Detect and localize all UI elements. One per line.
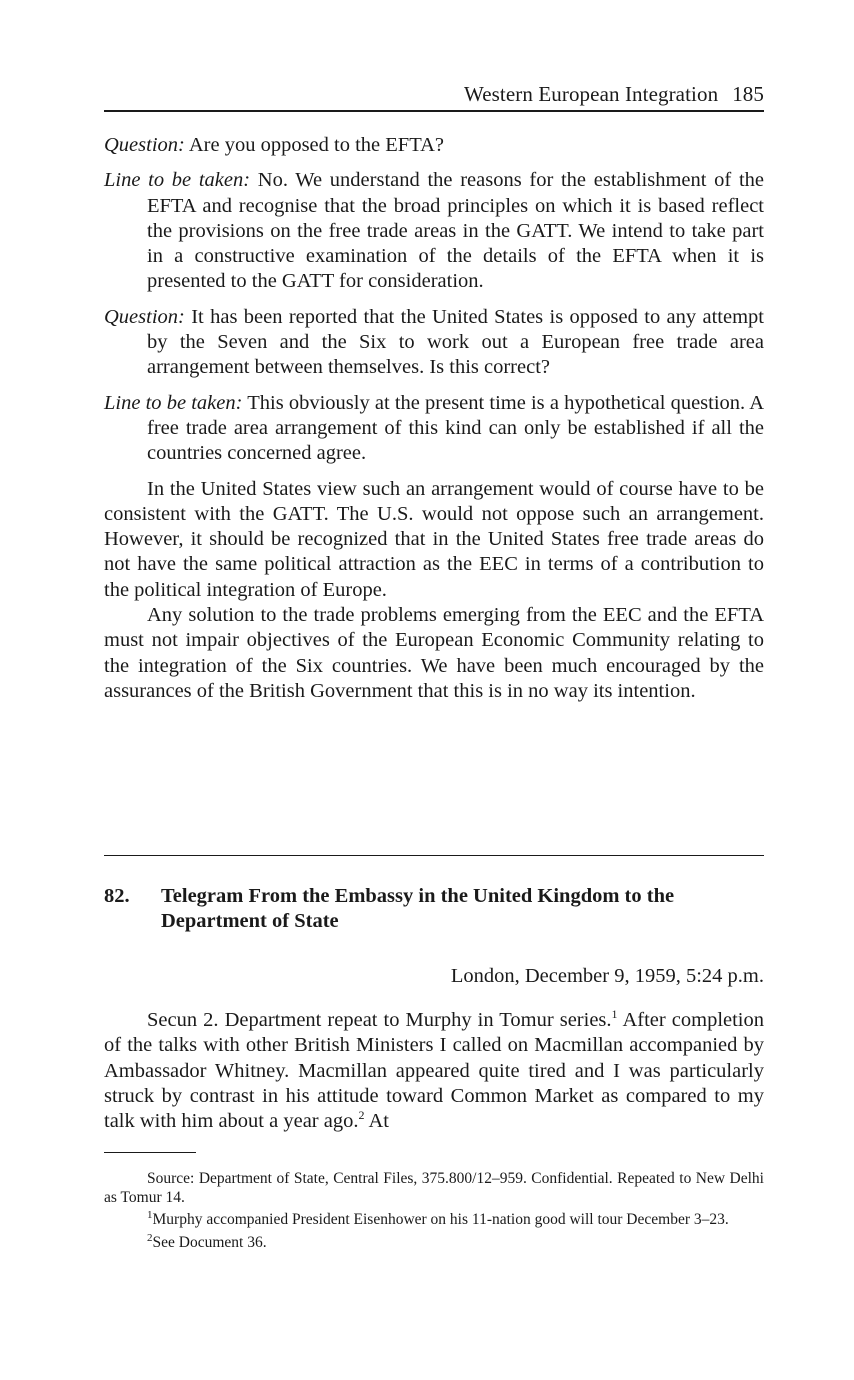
footnote-marker: 2 (147, 1231, 153, 1244)
document-title: Telegram From the Embassy in the United Kingdom to the Department of State (161, 885, 675, 932)
dateline: London, December 9, 1959, 5:24 p.m. (450, 965, 764, 987)
footnote (104, 1231, 764, 1253)
header-rule (104, 110, 764, 112)
footnote-ref: 1 (611, 1007, 618, 1021)
text-run: After completion of the talks with other British Ministers I called on Macmillan accompanied by Ambassador Whitney. Macmillan appeared quite tired and I was particularly struck by contrast in his attitude toward Common Market as compared to my talk with him about a year ago. (104, 1009, 765, 1133)
qa-item (104, 391, 764, 467)
footnote-marker: 1 (147, 1209, 153, 1221)
qa-item (104, 168, 764, 294)
page-number: 185 (732, 82, 764, 106)
qa-label: Line to be taken: (104, 391, 243, 414)
footnote-text: Murphy accompanied President Eisenhower on his 11-nation good will tour December 3–23. (152, 1211, 729, 1228)
qa-item (104, 133, 764, 158)
footnotes (104, 1170, 764, 1256)
qa-label: Question: (104, 305, 185, 328)
qa-text: Are you opposed to the EFTA? (184, 134, 444, 156)
telegram-text (104, 1008, 764, 1134)
footnote (104, 1211, 764, 1230)
section-divider (104, 855, 764, 856)
footnote-text: See Document 36. (152, 1233, 267, 1251)
body-text (104, 133, 764, 704)
document-heading (104, 884, 764, 934)
paragraph: Any solution to the trade problems emerging from the EEC and the EFTA must not impair objectives of the European Economic Community relating to the integration of the Six countries. We have been much encouraged by the assurances of the British Government that this is in no way its intention. (104, 604, 764, 702)
paragraph: In the United States view such an arrangement would of course have to be consistent with the GATT. The U.S. would not oppose such an arrangement. However, it should be recognized that in the United States free trade areas do not have the same political attraction as the EEC in terms of a contribution to the political integration of Europe. (104, 477, 764, 601)
document-number: 82. (104, 885, 130, 907)
qa-label: Question: (104, 134, 185, 156)
paragraph (104, 1008, 764, 1134)
qa-text: It has been reported that the United States is opposed to any attempt by the Seven and the Six to work out a European free trade area arrangement between themselves. Is this correct? (147, 305, 764, 379)
qa-text: This obviously at the present time is a hypothetical question. A free trade area arrangement of this kind can only be established if all the countries concerned agree. (147, 391, 764, 465)
footnote-rule (104, 1152, 196, 1153)
qa-label: Line to be taken: (104, 169, 251, 192)
footnote-source: Source: Department of State, Central Files, 375.800/12–959. Confidential. Repeated to New Delhi as Tomur 14. (104, 1170, 764, 1206)
footnote-ref: 2 (358, 1108, 365, 1123)
text-run: Secun 2. Department repeat to Murphy in Tomur series. (147, 1009, 612, 1031)
qa-text: No. We understand the reasons for the establishment of the EFTA and recognise that the broad principles on which it is based reflect the provisions on the free trade areas in the GATT. We intend to take part in a constructive examination of the details of the EFTA when it is presented to the GATT for consideration. (147, 169, 764, 293)
running-head (464, 82, 764, 107)
qa-item (104, 305, 764, 381)
text-run: At (364, 1110, 389, 1133)
running-title: Western European Integration (464, 82, 719, 106)
